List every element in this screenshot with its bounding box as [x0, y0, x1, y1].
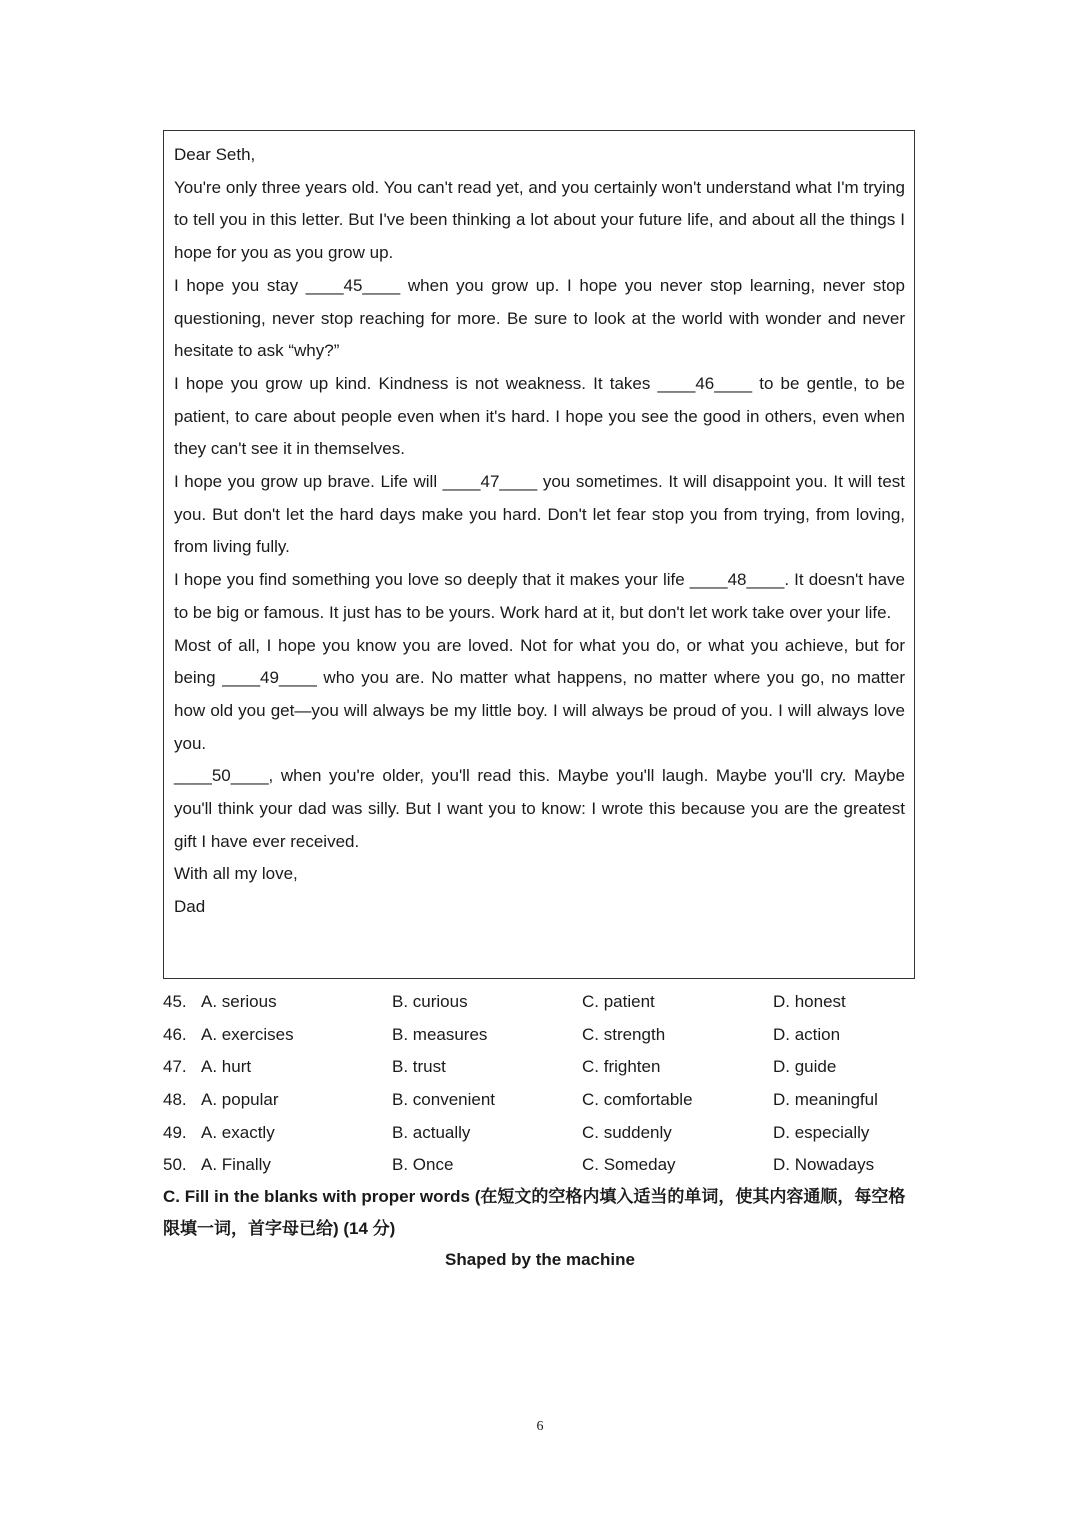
- letter-paragraph: I hope you stay ____45____ when you grow up. I hope you never stop learning, never stop questioning, never stop reaching for more. Be sure to look at the world with wonder and never hesitate to ask “why?”: [174, 275, 905, 361]
- option-d: D. meaningful: [773, 1090, 878, 1110]
- letter-signature: Dad: [174, 897, 206, 917]
- question-number: 49.: [163, 1122, 187, 1142]
- letter-paragraph: You're only three years old. You can't read yet, and you certainly won't understand what I'm trying to tell you in this letter. But I've been thinking a lot about your future life, and about all the things I hope for you as you grow up.: [174, 177, 905, 263]
- option-c: C. comfortable: [582, 1090, 693, 1110]
- option-c: C. frighten: [582, 1057, 661, 1077]
- question-row: [163, 986, 923, 1019]
- letter-paragraph: I hope you find something you love so deeply that it makes your life ____48____. It doesn't have to be big or famous. It just has to be yours. Work hard at it, but don't let work take over your life.: [174, 570, 905, 622]
- option-a: A. exercises: [201, 1024, 294, 1044]
- option-a: A. popular: [201, 1090, 279, 1110]
- letter-paragraph: ____50____, when you're older, you'll read this. Maybe you'll laugh. Maybe you'll cry. Maybe you'll think your dad was silly. But I want you to know: I wrote this because you are the greatest gift I have ever received.: [174, 766, 905, 851]
- question-number: 46.: [163, 1024, 187, 1044]
- letter-paragraph: Most of all, I hope you know you are loved. Not for what you do, or what you achieve, but for being ____49____ who you are. No matter what happens, no matter where you go, no matter how old you get—you will always be my little boy. I will always be proud of you. I will always love you.: [174, 635, 905, 753]
- option-b: B. Once: [392, 1155, 454, 1175]
- letter-salutation: Dear Seth,: [174, 145, 256, 164]
- passage-title: Shaped by the machine: [445, 1250, 635, 1269]
- question-number: 47.: [163, 1057, 187, 1077]
- question-row: [163, 1019, 923, 1052]
- letter-paragraph: I hope you grow up kind. Kindness is not weakness. It takes ____46____ to be gentle, to be patient, to care about people even when it's hard. I hope you see the good in others, even when they can't see it in themselves.: [174, 373, 905, 459]
- option-b: B. actually: [392, 1122, 471, 1142]
- option-d: D. Nowadays: [773, 1155, 875, 1175]
- option-a: A. serious: [201, 992, 277, 1011]
- question-row: [163, 1084, 923, 1117]
- section-c-instruction: C. Fill in the blanks with proper words (在短文的空格内填入适当的单词，使其内容通顺，每空格限填一词，首字母已给) (14 分): [163, 1187, 906, 1238]
- letter-closing: With all my love,: [174, 864, 298, 884]
- letter-paragraph: I hope you grow up brave. Life will ____47____ you sometimes. It will disappoint you. It will test you. But don't let the hard days make you hard. Don't let fear stop you from trying, from loving, from living fully.: [174, 472, 905, 557]
- answer-options: [163, 986, 923, 1182]
- option-c: C. strength: [582, 1024, 666, 1044]
- option-c: C. patient: [582, 992, 655, 1011]
- option-b: B. convenient: [392, 1090, 496, 1110]
- option-d: D. especially: [773, 1122, 870, 1142]
- question-number: 50.: [163, 1155, 187, 1175]
- option-d: D. honest: [773, 992, 846, 1011]
- question-number: 48.: [163, 1090, 187, 1110]
- option-c: C. Someday: [582, 1155, 676, 1175]
- question-number: 45.: [163, 992, 187, 1011]
- question-row: [163, 1149, 923, 1182]
- question-row: [163, 1117, 923, 1150]
- page-number: 6: [536, 1419, 544, 1434]
- option-a: A. Finally: [201, 1155, 271, 1175]
- question-row: [163, 1051, 923, 1084]
- letter-box: [163, 130, 915, 979]
- option-b: B. trust: [392, 1057, 446, 1077]
- option-c: C. suddenly: [582, 1122, 672, 1142]
- option-a: A. exactly: [201, 1122, 275, 1142]
- option-d: D. guide: [773, 1057, 837, 1077]
- option-d: D. action: [773, 1024, 841, 1044]
- option-b: B. measures: [392, 1024, 488, 1044]
- option-b: B. curious: [392, 992, 468, 1011]
- option-a: A. hurt: [201, 1057, 252, 1077]
